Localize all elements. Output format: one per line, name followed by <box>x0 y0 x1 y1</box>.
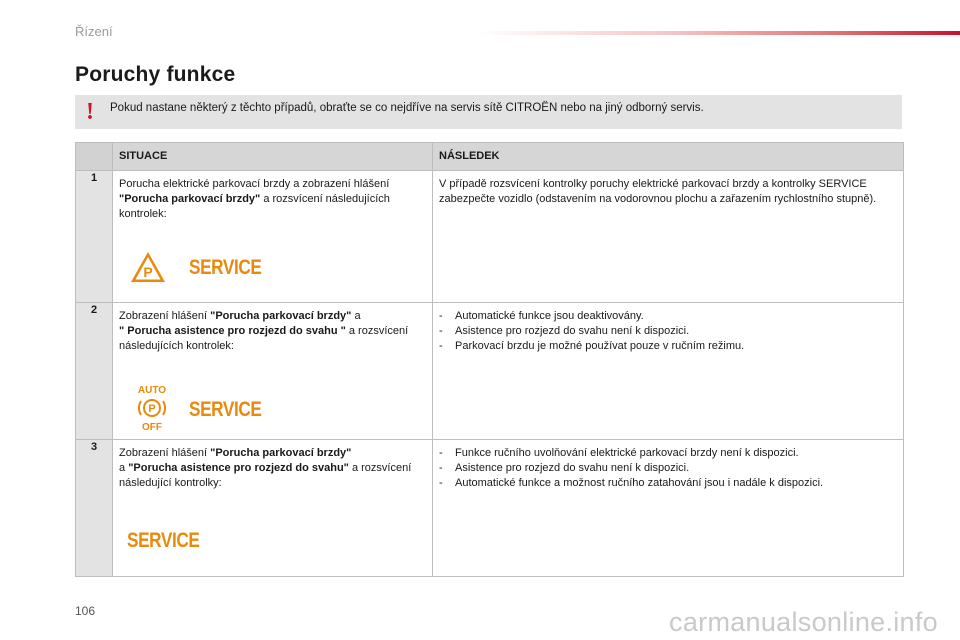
result-cell <box>433 303 904 440</box>
p-letter: P <box>148 403 156 415</box>
header-rule <box>478 31 960 35</box>
list-item <box>439 309 897 324</box>
bullet: - <box>439 447 443 459</box>
result-text: V případě rozsvícení kontrolky poruchy elektrické parkovací brzdy a kontrolky SERVICE zabezpečte vozidlo (odstavením na vodorovnou plochu a zařazením rychlostního stupně). <box>439 178 877 205</box>
situation-cell <box>113 303 433 440</box>
bullet: - <box>439 325 443 337</box>
warning-icon: ! <box>86 99 94 125</box>
item-text: Funkce ručního uvolňování elektrické parkovací brzdy není k dispozici. <box>455 447 799 459</box>
auto-p-off-icon <box>133 383 171 433</box>
text-span: Porucha elektrické parkovací brzdy a zobrazení hlášení <box>119 178 390 190</box>
situation-text <box>119 309 426 354</box>
result-list <box>439 446 897 491</box>
text-span: a rozsvícení následujících kontrolek: <box>119 193 390 220</box>
service-icon: SERVICE <box>127 529 200 552</box>
item-text: Asistence pro rozjezd do svahu není k dispozici. <box>455 462 690 474</box>
faults-table <box>75 142 904 577</box>
result-cell <box>433 171 904 303</box>
list-item <box>439 476 897 491</box>
message-name: "Porucha parkovací brzdy" <box>210 447 352 459</box>
header-situation <box>113 143 433 171</box>
bullet: - <box>439 310 443 322</box>
warning-lamps <box>119 222 426 290</box>
header-result <box>433 143 904 171</box>
service-icon: SERVICE <box>189 256 262 279</box>
bullet: - <box>439 340 443 352</box>
row-number: 3 <box>76 440 113 577</box>
situation-text <box>119 177 426 222</box>
header-number-cell <box>76 143 113 171</box>
warning-lamps <box>119 491 426 576</box>
item-text: Automatické funkce jsou deaktivovány. <box>455 310 644 322</box>
list-item <box>439 446 897 461</box>
message-name: "Porucha parkovací brzdy" <box>210 310 352 322</box>
list-item <box>439 324 897 339</box>
result-cell <box>433 440 904 577</box>
section-label: Řízení <box>75 24 113 39</box>
text-span: Zobrazení hlášení <box>119 447 211 459</box>
table-row <box>76 440 904 577</box>
header-result-label: NÁSLEDEK <box>439 150 500 162</box>
table-row <box>76 303 904 440</box>
text-span: a <box>119 462 129 474</box>
message-name: "Porucha asistence pro rozjezd do svahu" <box>128 462 349 474</box>
message-name: "Porucha parkovací brzdy" <box>119 193 261 205</box>
table-header-row <box>76 143 904 171</box>
page-number: 106 <box>75 604 96 618</box>
situation-cell <box>113 440 433 577</box>
situation-cell <box>113 171 433 303</box>
header-situation-label: SITUACE <box>119 150 168 162</box>
item-text: Automatické funkce a možnost ručního zatahování jsou i nadále k dispozici. <box>455 477 824 489</box>
p-letter: P <box>143 264 153 280</box>
bullet: - <box>439 477 443 489</box>
bullet: - <box>439 462 443 474</box>
watermark: carmanualsonline.info <box>669 607 938 637</box>
off-label: OFF <box>142 422 162 433</box>
page-title: Poruchy funkce <box>75 63 236 86</box>
message-name: " Porucha asistence pro rozjezd do svahu " <box>119 325 346 337</box>
table-row <box>76 171 904 303</box>
warning-text: Pokud nastane některý z těchto případů, obraťte se co nejdříve na servis sítě CITROËN nebo na jiný odborný servis. <box>110 102 704 114</box>
text-span: a rozsvícení následujících kontrolek: <box>119 325 409 352</box>
row-number: 1 <box>76 171 113 303</box>
situation-text <box>119 446 426 491</box>
warning-lamps <box>119 354 426 439</box>
auto-label: AUTO <box>137 385 167 396</box>
text-span: a rozsvícení následující kontrolky: <box>119 462 412 489</box>
list-item <box>439 339 897 354</box>
text-span: a <box>351 310 361 322</box>
result-list <box>439 309 897 354</box>
item-text: Asistence pro rozjezd do svahu není k dispozici. <box>455 325 690 337</box>
parking-brake-fault-icon <box>129 250 167 284</box>
text-span: Zobrazení hlášení <box>119 310 211 322</box>
row-number: 2 <box>76 303 113 440</box>
service-icon: SERVICE <box>189 398 262 421</box>
list-item <box>439 461 897 476</box>
item-text: Parkovací brzdu je možné používat pouze v ručním režimu. <box>455 340 745 352</box>
